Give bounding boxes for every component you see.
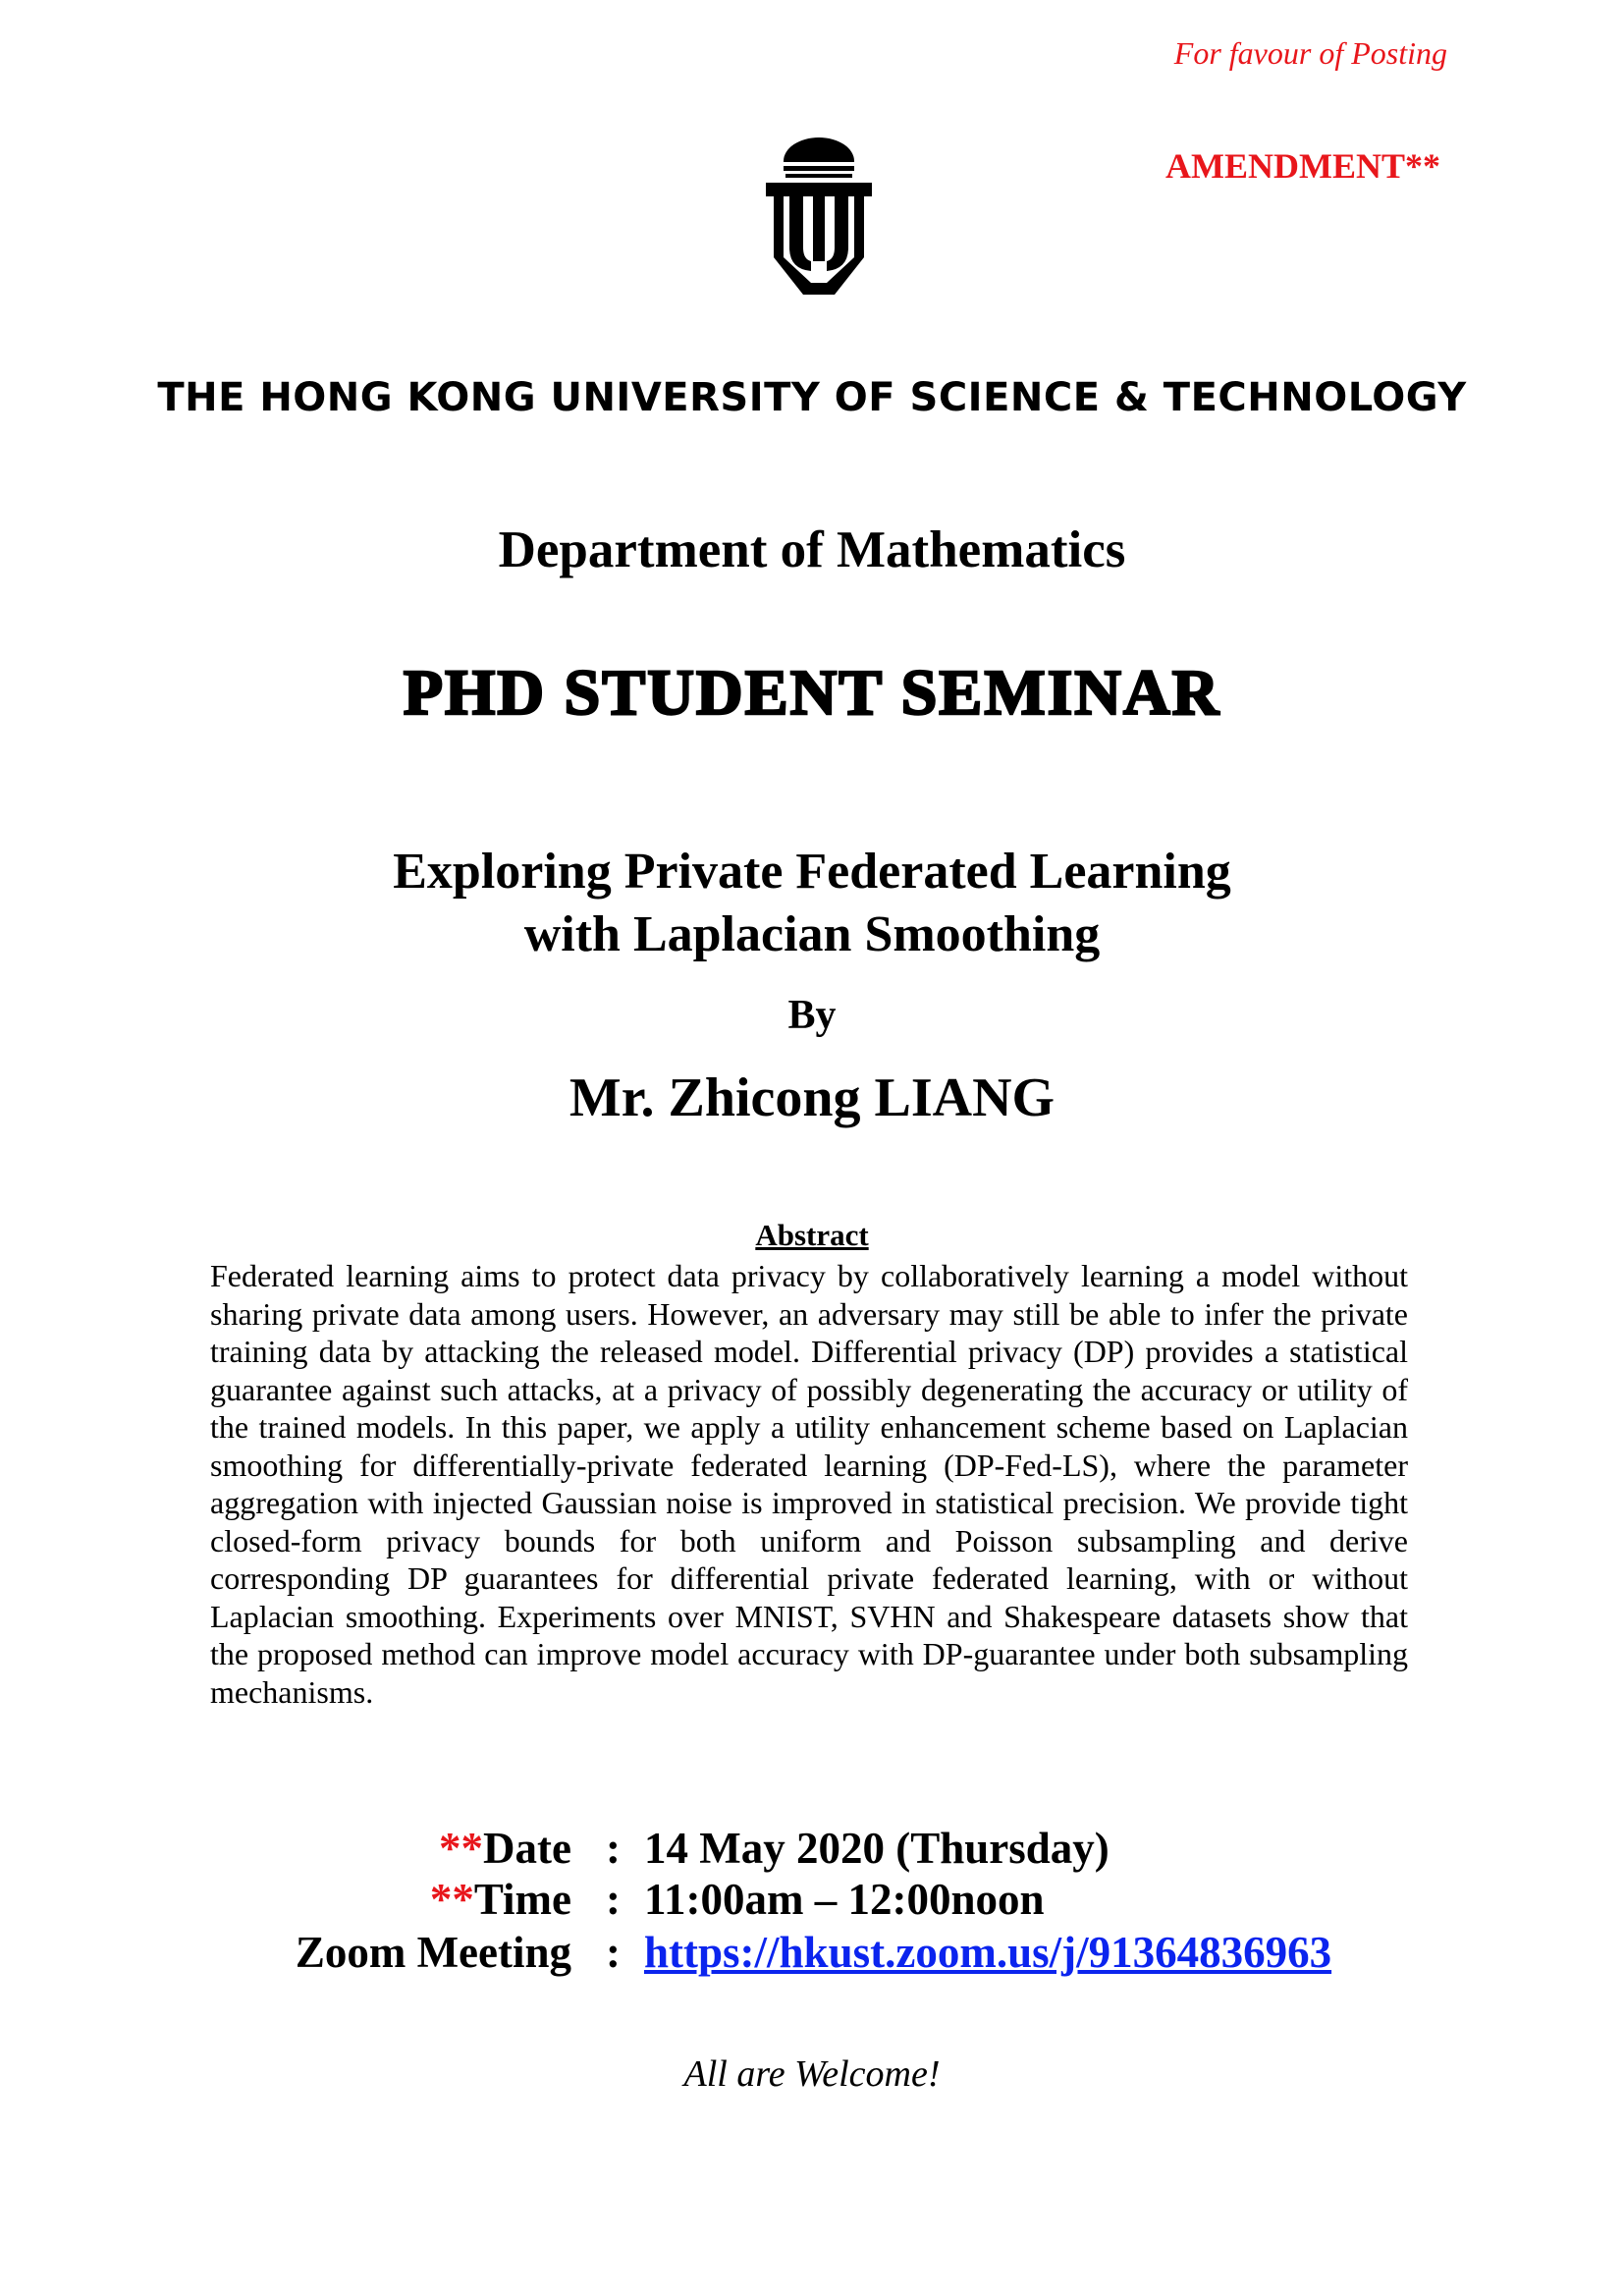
logo-cup-left <box>789 196 811 271</box>
by-label: By <box>787 993 837 1038</box>
speaker-name: Mr. Zhicong LIANG <box>568 1067 1056 1128</box>
time-separator: : <box>606 1875 621 1924</box>
date-label <box>439 1823 571 1874</box>
abstract-text: Federated learning aims to protect data privacy by collaboratively learning a model without sharing private data among users. However, an adversary may still be able to infer the private training data by attacking the released model. Differential privacy (DP) provides a statistical guarantee against such attacks, at a privacy of possibly degenerating the accuracy or utility of the trained models. In this paper, we apply a utility enhancement scheme based on Laplacian smoothing for differentially-private federated learning (DP-Fed-LS), where the parameter aggregation with injected Gaussian noise is improved in statistical precision. We provide tight closed-form privacy bounds for both uniform and Poisson subsampling and derive corresponding DP guarantees for differential private federated learning, with or without Laplacian smoothing. Experiments over MNIST, SVHN and Shakespeare datasets show that the proposed method can improve model accuracy with DP-guarantee under both subsampling mechanisms. <box>210 1258 1408 1710</box>
talk-title-line-1: Exploring Private Federated Learning <box>393 844 1231 900</box>
logo-pillar-left <box>774 196 784 257</box>
time-row <box>0 1874 1624 1927</box>
time-value: 11:00am – 12:00noon <box>644 1875 1045 1924</box>
zoom-link[interactable]: https://hkust.zoom.us/j/91364836963 <box>644 1928 1332 1977</box>
zoom-row <box>0 1927 1624 1980</box>
date-label-text: Date <box>483 1824 571 1873</box>
logo-band-2 <box>785 174 852 178</box>
time-marker: ** <box>429 1875 474 1924</box>
department-name: Department of Mathematics <box>498 521 1126 578</box>
logo-sun-top <box>784 137 854 162</box>
logo-cup-right <box>827 196 848 271</box>
date-value: 14 May 2020 (Thursday) <box>644 1824 1110 1873</box>
date-marker: ** <box>439 1824 484 1873</box>
date-row <box>0 1823 1624 1876</box>
logo-base <box>774 257 864 295</box>
seminar-heading: PHD STUDENT SEMINAR <box>403 657 1221 729</box>
time-label-text: Time <box>473 1875 571 1924</box>
zoom-separator: : <box>606 1928 621 1977</box>
talk-title-line-2: with Laplacian Smoothing <box>523 906 1101 962</box>
university-name: THE HONG KONG UNIVERSITY OF SCIENCE & TECHNOLOGY <box>157 375 1467 420</box>
amendment-label: AMENDMENT** <box>1165 146 1440 186</box>
welcome-text: All are Welcome! <box>683 2053 941 2095</box>
talk-title <box>0 841 1624 966</box>
posting-note: For favour of Posting <box>1173 35 1447 71</box>
logo-pillar-right <box>854 196 864 257</box>
logo-center-bar <box>813 196 825 261</box>
time-label <box>430 1874 571 1925</box>
hkust-logo <box>766 137 872 295</box>
logo-band-1 <box>784 166 854 171</box>
logo-crossbar <box>766 183 872 196</box>
abstract-heading: Abstract <box>755 1218 869 1252</box>
date-separator: : <box>606 1824 621 1873</box>
zoom-label: Zoom Meeting <box>295 1928 571 1977</box>
